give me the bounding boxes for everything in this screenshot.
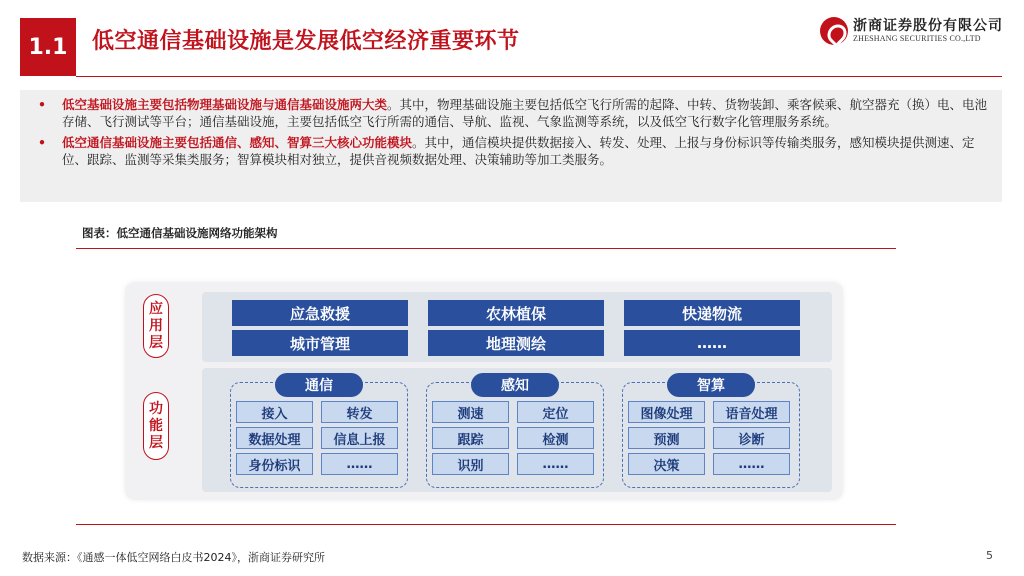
bullet-dot-icon: • <box>38 97 46 112</box>
figure-bottom-rule <box>76 524 896 525</box>
module-cell: …… <box>517 453 594 475</box>
section-number-badge: 1.1 <box>20 18 76 76</box>
figure-top-rule <box>76 248 896 249</box>
module-cell: 转发 <box>321 401 398 423</box>
module-cell: 测速 <box>432 401 509 423</box>
app-cell: 城市管理 <box>232 330 408 356</box>
module-cell: 识别 <box>432 453 509 475</box>
module-cell: 图像处理 <box>628 401 705 423</box>
module-cell: 预测 <box>628 427 705 449</box>
logo-mark-icon <box>820 17 848 45</box>
logo-chinese-name: 浙商证券股份有限公司 <box>853 18 1003 34</box>
summary-bullet <box>30 134 992 168</box>
module-cell: 数据处理 <box>236 427 313 449</box>
app-cell: 快递物流 <box>624 300 800 326</box>
module-computing <box>622 378 800 488</box>
module-communication <box>230 378 408 488</box>
module-cell: …… <box>321 453 398 475</box>
module-cell: …… <box>713 453 790 475</box>
module-title: 通信 <box>275 373 363 397</box>
summary-bullet <box>30 96 992 130</box>
bullet-text: 。其中，通信模块提供数据接入、转发、处理、上报与身份标识等传输类服务，感知模块提供测速、定位、跟踪、监测等采集类服务；智算模块相对独立，提供音视频数据处理、决策辅助等加工类服务。 <box>62 135 975 167</box>
bullet-text: 。其中，物理基础设施主要包括低空飞行所需的起降、中转、货物装卸、乘客候乘、航空器充（换）电、电池存储、飞行测试等平台；通信基础设施，主要包括低空飞行所需的通信、导航、监视、气象监测等系统，以及低空飞行数字化管理服务系统。 <box>62 97 988 129</box>
app-cell: …… <box>624 330 800 356</box>
logo-english-name: ZHESHANG SECURITIES CO.,LTD <box>853 34 981 43</box>
figure-caption: 图表：低空通信基础设施网络功能架构 <box>82 226 278 240</box>
app-cell: 应急救援 <box>232 300 408 326</box>
module-cell: 检测 <box>517 427 594 449</box>
module-cell: 信息上报 <box>321 427 398 449</box>
app-cell: 地理测绘 <box>428 330 604 356</box>
application-layer-panel <box>202 292 832 362</box>
module-cell: 决策 <box>628 453 705 475</box>
module-cell: 跟踪 <box>432 427 509 449</box>
page-number: 5 <box>986 549 993 562</box>
bullet-highlight: 低空基础设施主要包括物理基础设施与通信基础设施两大类 <box>62 97 388 112</box>
module-cell: 身份标识 <box>236 453 313 475</box>
function-layer-panel <box>202 368 832 492</box>
module-sensing <box>426 378 604 488</box>
company-logo <box>820 17 1003 45</box>
summary-box <box>20 90 1002 202</box>
module-title: 智算 <box>667 373 755 397</box>
bullet-dot-icon: • <box>38 135 46 150</box>
module-title: 感知 <box>471 373 559 397</box>
bullet-highlight: 低空通信基础设施主要包括通信、感知、智算三大核心功能模块 <box>62 135 413 150</box>
function-layer-label: 功 能 层 <box>143 392 169 460</box>
title-divider <box>76 76 1002 77</box>
module-cell: 接入 <box>236 401 313 423</box>
module-cell: 语音处理 <box>713 401 790 423</box>
app-layer-label: 应 用 层 <box>143 294 169 358</box>
app-cell: 农林植保 <box>428 300 604 326</box>
module-cell: 定位 <box>517 401 594 423</box>
architecture-diagram <box>125 282 843 500</box>
data-source-note: 数据来源：《通感一体低空网络白皮书2024》，浙商证券研究所 <box>22 551 325 564</box>
module-cell: 诊断 <box>713 427 790 449</box>
page-title: 低空通信基础设施是发展低空经济重要环节 <box>92 29 520 54</box>
